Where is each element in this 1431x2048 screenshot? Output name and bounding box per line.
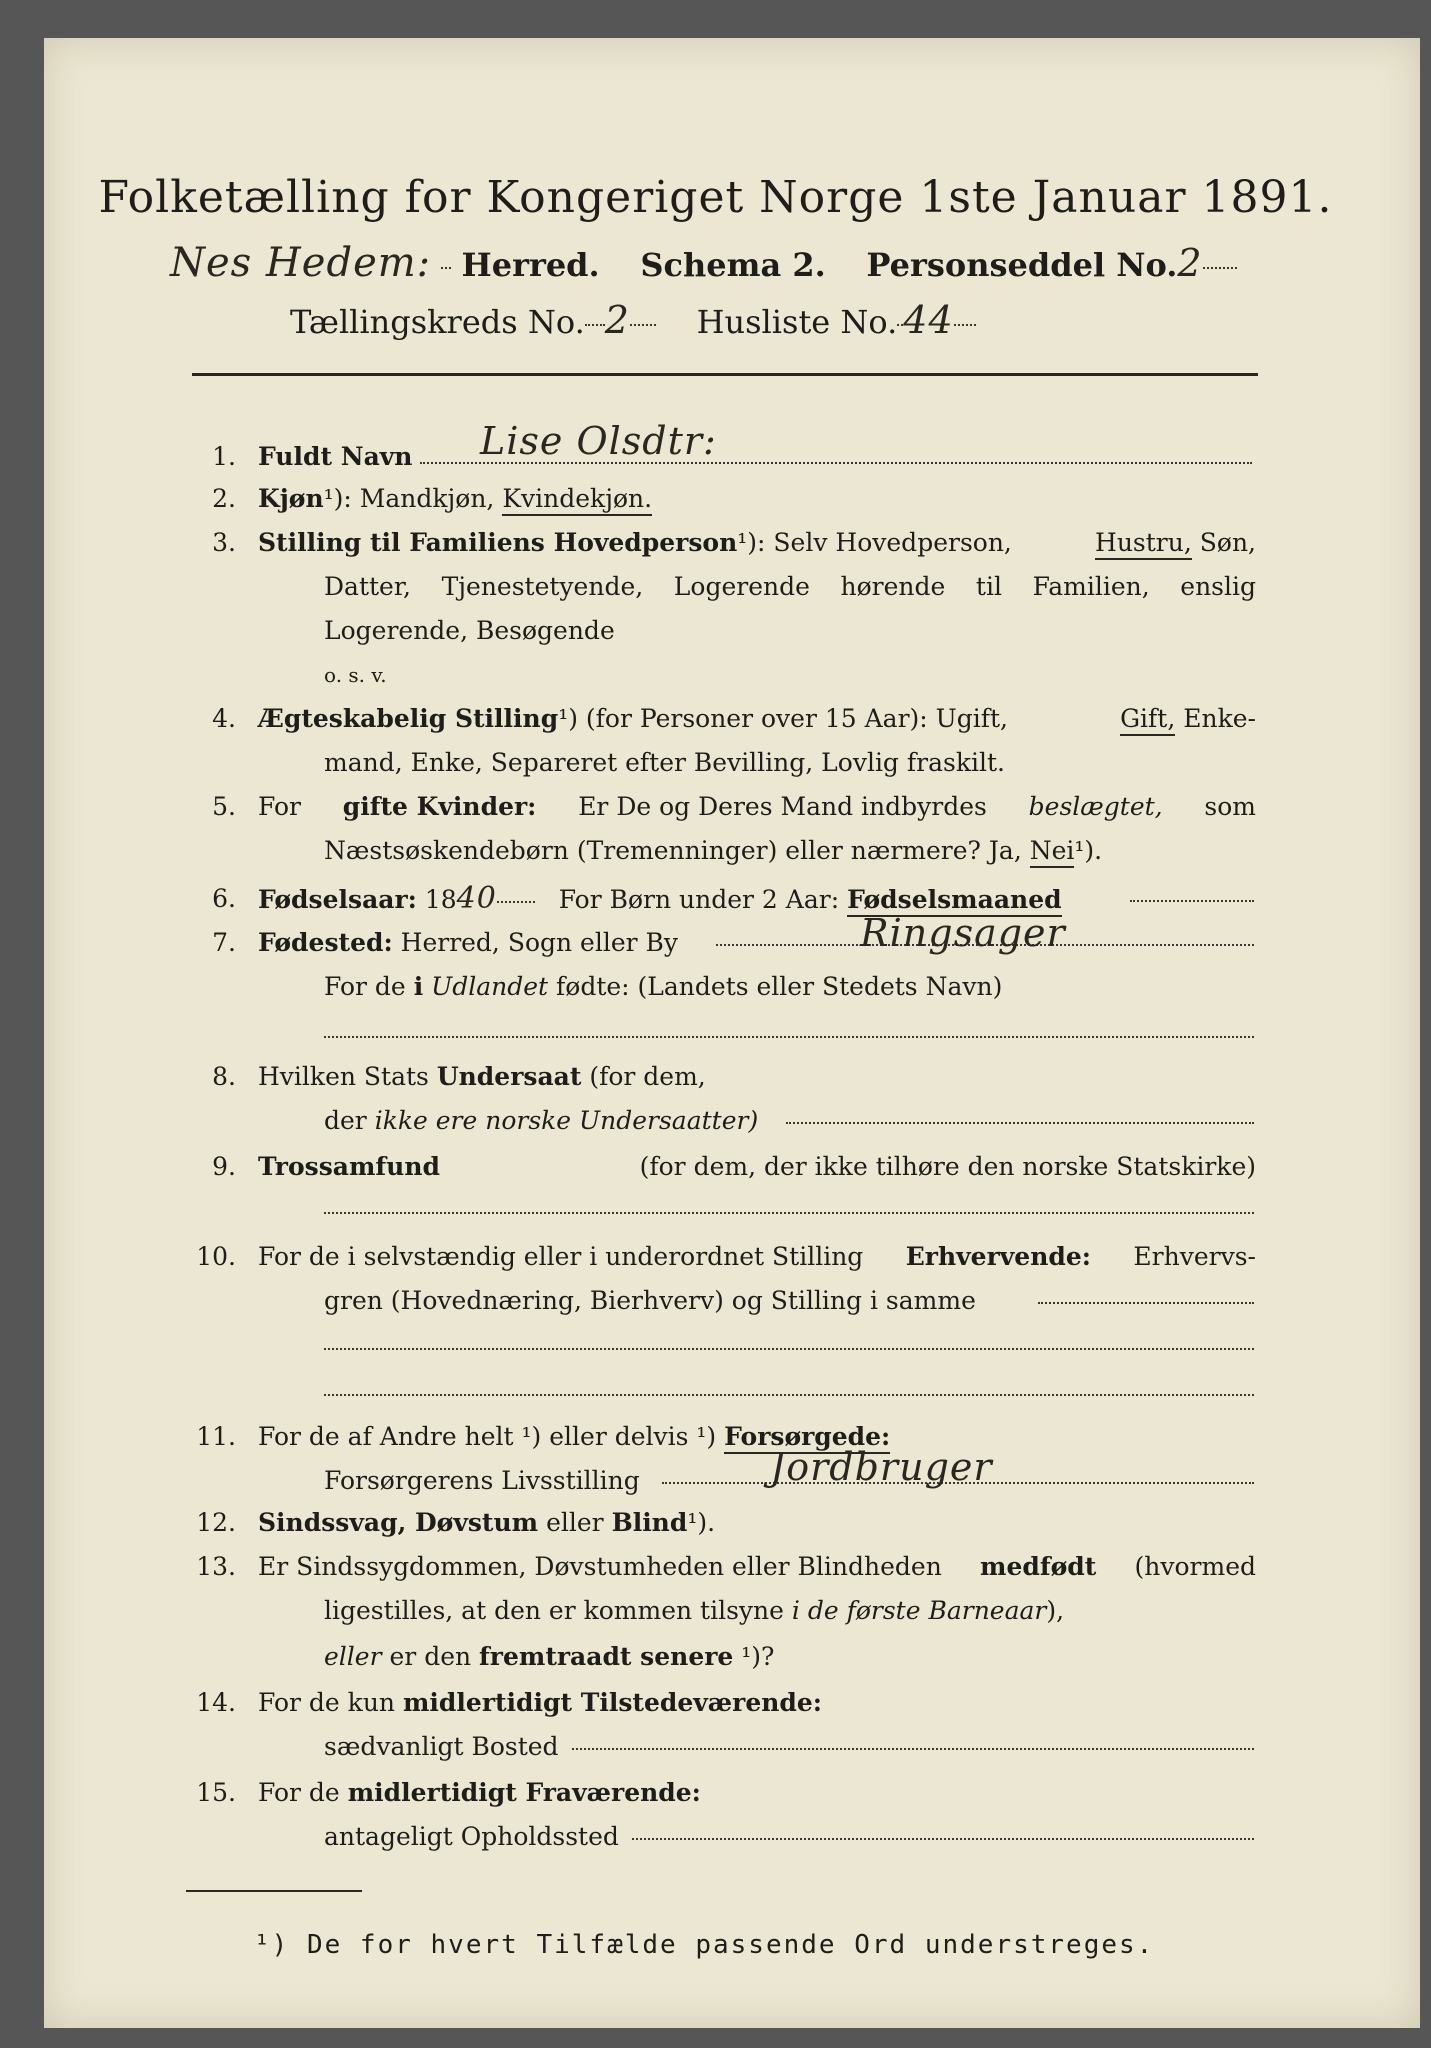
birth-year-label: Fødselsaar: [258, 885, 417, 914]
congenital-term: i de første Barneaar [791, 1596, 1047, 1625]
item-number: 8. [212, 1062, 236, 1091]
personseddel-value: 2 [1177, 241, 1203, 285]
congenital-line-3 [324, 1640, 774, 1674]
dots [324, 1212, 1254, 1214]
abroad-text-2: fødte: (Landets eller Stedets Navn) [556, 972, 1003, 1001]
item-number: 5. [212, 792, 236, 821]
item-number: 9. [212, 1152, 236, 1181]
dots [632, 1838, 1254, 1840]
occupation-text-2: Erhvervs- [1133, 1242, 1256, 1271]
husliste-label: Husliste No. [696, 303, 898, 341]
provider-occupation-label: Forsørgerens Livsstilling [324, 1466, 640, 1495]
item-number: 4. [212, 704, 236, 733]
marital-status-line [258, 702, 1256, 736]
birthplace-label: Fødested: [258, 928, 393, 957]
personseddel-label: Personseddel No. [866, 246, 1178, 284]
family-position-selected: Hustru, [1095, 528, 1192, 560]
occupation-text: For de i selvstændig eller i underordnet Stilling [258, 1242, 864, 1271]
family-position-line [258, 526, 1256, 560]
marital-status-options-2: mand, Enke, Separeret efter Bevilling, Lovlig fraskilt. [324, 748, 1005, 777]
header-rule [192, 373, 1258, 376]
congenital-text: (hvormed [1134, 1552, 1256, 1581]
footnote-mark: ¹). [687, 1508, 716, 1537]
item-number: 6. [212, 884, 236, 913]
citizenship-line-2 [324, 1104, 758, 1138]
congenital-line [258, 1550, 1256, 1584]
abroad-text-i: i [413, 972, 424, 1001]
dots [324, 1394, 1254, 1396]
family-position-options-3: Logerende, Besøgende [324, 616, 615, 645]
disability-line [258, 1506, 715, 1540]
item-number: 7. [212, 928, 236, 957]
probable-residence-label: antageligt Opholdssted [324, 1822, 619, 1851]
herred-label: Herred. [461, 246, 600, 284]
related-term: beslægtet, [1028, 792, 1163, 821]
congenital-punct: ), [1046, 1596, 1065, 1625]
congenital-line-2 [324, 1594, 1064, 1628]
full-name-label: Fuldt Navn [258, 442, 413, 471]
supported-text: For de af Andre helt ¹) eller delvis ¹) [258, 1422, 717, 1451]
herred-value: Nes Hedem: [170, 240, 432, 286]
occupation-text-3: gren (Hovednæring, Bierhverv) og Stilling i samme [324, 1286, 976, 1315]
congenital-text-3: er den [389, 1642, 472, 1671]
dots [585, 324, 605, 326]
occupation-label: Erhvervende: [905, 1242, 1091, 1271]
usual-residence-label: sædvanligt Bosted [324, 1732, 559, 1761]
item-number: 12. [196, 1508, 236, 1537]
temp-absent-text: For de [258, 1778, 340, 1807]
dots [324, 1348, 1254, 1350]
sex-selected: Kvindekjøn. [502, 484, 652, 516]
item-number: 3. [212, 528, 236, 557]
birth-month-question: For Børn under 2 Aar: [558, 885, 840, 914]
sex-label: Kjøn [258, 484, 324, 513]
dots [572, 1748, 1254, 1750]
dots [954, 324, 976, 326]
som-text: som [1204, 792, 1256, 821]
footnote-rule [186, 1890, 362, 1892]
item-number: 14. [196, 1688, 236, 1717]
marital-status-option-widower: Enke- [1183, 704, 1256, 733]
related-answer-selected: Nei [1030, 836, 1075, 868]
dots [630, 324, 656, 326]
temp-absent-line [258, 1776, 701, 1810]
dots [497, 901, 535, 903]
item-number: 10. [196, 1242, 236, 1271]
footnote-mark: ¹). [1074, 836, 1103, 865]
item-number: 11. [196, 1422, 236, 1451]
congenital-or: eller [324, 1642, 382, 1671]
full-name-value: Lise Olsdtr: [480, 419, 717, 463]
disability-label-2: Blind [611, 1508, 688, 1537]
birth-year-value: 40 [456, 881, 497, 916]
husliste-value: 44 [903, 298, 954, 342]
citizenship-der: der [324, 1106, 367, 1135]
dots [324, 1036, 1254, 1038]
abroad-term: Udlandet [431, 972, 549, 1001]
birth-year-prefix: 18 [424, 885, 457, 914]
temp-present-line [258, 1686, 822, 1720]
birthplace-value: Ringsager [860, 911, 1066, 955]
family-position-options-2: Datter, Tjenestetyende, Logerende hørende til Familien, enslig [324, 572, 1256, 601]
religion-line [258, 1150, 1256, 1184]
supported-label: Forsørgede: [724, 1422, 890, 1454]
congenital-text-2: ligestilles, at den er kommen tilsyne [324, 1596, 784, 1625]
footnote-mark: ¹)? [741, 1642, 775, 1671]
kreds-value: 2 [604, 298, 630, 342]
birthplace-options: Herred, Sogn eller By [400, 928, 679, 957]
herred-line [170, 240, 1237, 286]
family-position-etc: o. s. v. [324, 663, 387, 687]
related-answer-line [324, 834, 1102, 868]
dots [786, 1122, 1254, 1124]
related-question-line [258, 790, 1256, 824]
marital-status-options: ¹) (for Personer over 15 Aar): Ugift, [558, 704, 1008, 733]
congenital-question: Er Sindssygdommen, Døvstumheden eller Blindheden [258, 1552, 942, 1581]
citizenship-line [258, 1060, 706, 1094]
disability-or: eller [546, 1508, 604, 1537]
citizenship-condition: ikke ere norske Undersaatter) [374, 1106, 759, 1135]
married-women-label: gifte Kvinder: [342, 792, 537, 821]
dots [1038, 1302, 1254, 1304]
abroad-line [324, 970, 1002, 1004]
religion-text: (for dem, der ikke tilhøre den norske Statskirke) [639, 1152, 1256, 1181]
dots [1203, 267, 1237, 269]
sex-options: ¹): Mandkjøn, [323, 484, 495, 513]
for-text: For [258, 792, 301, 821]
form-title: Folketælling for Kongeriget Norge 1ste Januar 1891. [98, 172, 1333, 223]
related-question-2: Næstsøskendebørn (Tremenninger) eller nærmere? Ja, [324, 836, 1022, 865]
citizenship-label: Undersaat [436, 1062, 582, 1091]
dots [441, 267, 451, 269]
religion-label: Trossamfund [258, 1152, 441, 1181]
marital-status-selected: Gift, [1120, 704, 1175, 736]
birth-month-label: Fødselsmaaned [847, 885, 1062, 917]
occupation-line [258, 1240, 1256, 1274]
sex-line [258, 482, 652, 516]
schema-label: Schema 2. [640, 246, 826, 284]
dots [1130, 900, 1254, 902]
congenital-later-label: fremtraadt senere [479, 1642, 734, 1671]
congenital-label: medfødt [980, 1552, 1097, 1581]
disability-label-1: Sindssvag, Døvstum [258, 1508, 539, 1537]
footnote: ¹) De for hvert Tilfælde passende Ord understreges. [254, 1930, 1155, 1960]
temp-present-text: For de kun [258, 1688, 396, 1717]
family-position-label: Stilling til Familiens Hovedperson [258, 528, 738, 557]
item-number: 15. [196, 1778, 236, 1807]
temp-present-label: midlertidigt Tilstedeværende: [402, 1688, 823, 1717]
kreds-line [290, 298, 976, 342]
item-number: 1. [212, 442, 236, 471]
kreds-label: Tællingskreds No. [290, 303, 585, 341]
provider-occupation-value: Jordbruger [770, 1445, 993, 1489]
related-question: Er De og Deres Mand indbyrdes [578, 792, 987, 821]
family-position-options: ¹): Selv Hovedperson, [737, 528, 1012, 557]
family-position-option-son: Søn, [1199, 528, 1256, 557]
citizenship-text-2: (for dem, [589, 1062, 706, 1091]
marital-status-label: Ægteskabelig Stilling [258, 704, 559, 733]
citizenship-text: Hvilken Stats [258, 1062, 429, 1091]
temp-absent-label: midlertidigt Fraværende: [347, 1778, 701, 1807]
birthplace-line [258, 926, 678, 960]
item-number: 2. [212, 484, 236, 513]
item-number: 13. [196, 1552, 236, 1581]
abroad-text-1: For de [324, 972, 406, 1001]
